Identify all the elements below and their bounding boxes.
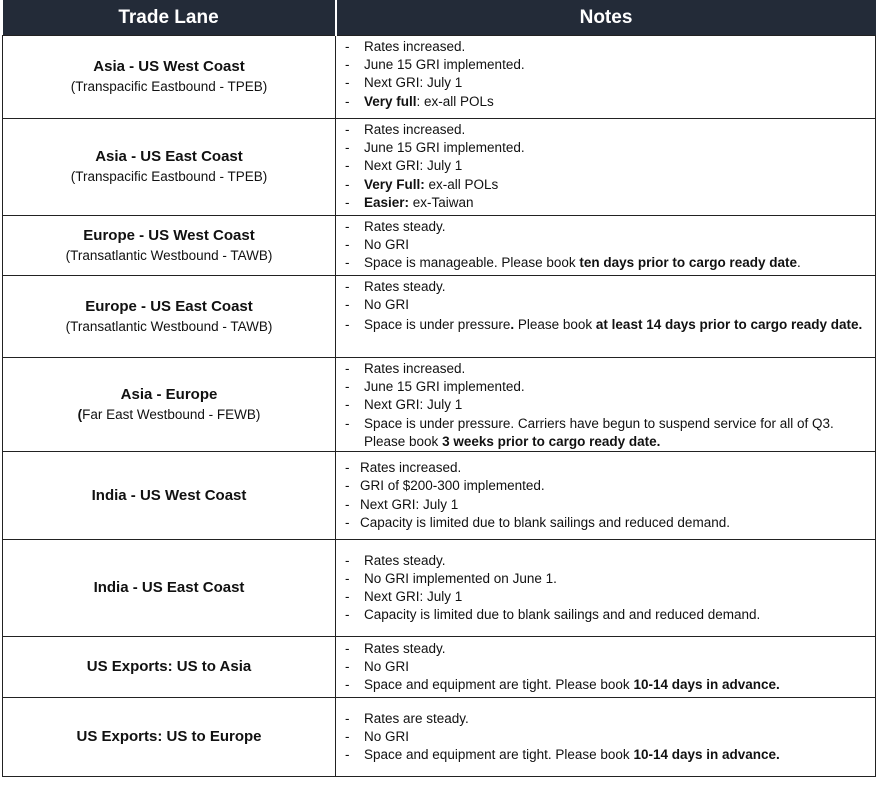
table-row [3,452,876,540]
lane-subtitle [3,405,335,425]
notes-list [342,640,875,695]
note-item: - Rates increased. [342,360,875,378]
note-item: - Rates increased. [342,121,875,139]
table-row [3,36,876,119]
notes-cell [336,36,876,119]
note-bold: at least 14 days prior to cargo ready date. [595,317,863,333]
note-item [342,314,875,335]
notes-list [342,121,875,212]
note-text: Space and equipment are tight. Please book [364,747,634,763]
header-trade-lane: Trade Lane [3,0,336,36]
table-row [3,540,876,637]
note-bold: Easier: [364,194,410,210]
note-item: - No GRI [342,296,875,314]
notes-cell [336,637,876,698]
header-notes: Notes [336,0,876,36]
table-row [3,698,876,777]
lane-cell [3,540,336,637]
note-item: - Next GRI: July 1 [342,396,875,414]
table-row [3,637,876,698]
lane-name: Asia - US East Coast [95,148,243,165]
lane-cell [3,698,336,777]
lane-name: Europe - US West Coast [83,226,255,244]
notes-cell [336,358,876,452]
note-text: ex-all POLs [424,176,499,192]
note-item: - Next GRI: July 1 [342,157,875,175]
note-text: Space and equipment are tight. Please book [364,677,634,693]
notes-cell [336,119,876,216]
lane-cell [3,358,336,452]
note-bold: 3 weeks prior to cargo ready date. [442,433,661,449]
note-item: - No GRI [342,658,875,676]
note-item: - Next GRI: July 1 [342,588,875,606]
lane-name: Asia - US West Coast [93,58,245,75]
lane-cell [3,216,336,276]
note-item: - GRI of $200-300 implemented. [342,477,875,495]
note-item: - No GRI implemented on June 1. [342,570,875,588]
lane-name: India - US West Coast [91,486,247,504]
note-text: . [796,255,801,271]
trade-lane-table [2,0,876,777]
notes-cell [336,452,876,540]
lane-name: US Exports: US to Europe [76,728,262,746]
note-item: - Capacity is limited due to blank sailings and reduced demand. [342,514,875,532]
lane-name: Asia - Europe [120,385,218,403]
notes-cell [336,216,876,276]
lane-name: India - US East Coast [93,579,245,597]
notes-cell [336,698,876,777]
note-item: - Rates steady. [342,278,875,296]
notes-list [342,360,875,451]
note-bold: Very Full: [364,176,425,192]
note-text: : ex-all POLs [416,93,494,109]
lane-subtitle: (Transpacific Eastbound - TPEB) [70,169,268,184]
note-item [342,746,875,764]
notes-cell [336,540,876,637]
note-item: - No GRI [342,728,875,746]
note-item: - June 15 GRI implemented. [342,378,875,396]
note-item [342,254,875,272]
lane-cell [3,119,336,216]
lane-subtitle: (Transatlantic Westbound - TAWB) [65,318,273,334]
table-row [3,216,876,276]
note-text: Please book [514,317,596,333]
note-item: - Rates steady. [342,640,875,658]
note-text: Space is under pressure [364,317,511,333]
notes-list [342,552,875,625]
note-item: - No GRI [342,236,875,254]
note-bold: Very full [364,93,417,109]
lane-cell [3,452,336,540]
note-bold: ten days prior to cargo ready date [579,255,797,271]
notes-list [342,459,875,532]
note-item: - Next GRI: July 1 [342,74,875,92]
note-item: - Rates increased. [342,38,875,56]
notes-cell [336,276,876,358]
lane-subtitle-text: Far East Westbound - FEWB) [82,406,261,422]
note-item: - Capacity is limited due to blank sailings and and reduced demand. [342,606,875,624]
note-item: - Rates steady. [342,552,875,570]
note-text: Space is manageable. Please book [364,255,580,271]
lane-subtitle: (Transatlantic Westbound - TAWB) [65,247,273,263]
lane-cell [3,637,336,698]
notes-list [342,218,875,273]
note-item [342,415,875,451]
notes-list [342,278,875,335]
note-text: Space is under pressure. Carriers have begun to suspend service for all of Q3. Please book [364,415,834,449]
lane-cell [3,276,336,358]
note-item [342,676,875,694]
lane-name: US Exports: US to Asia [86,658,252,676]
note-item: - Next GRI: July 1 [342,496,875,514]
table-row [3,276,876,358]
lane-cell [3,36,336,119]
notes-list [342,710,875,765]
note-item [342,176,875,194]
paren-bold: ( [77,406,83,422]
note-item [342,194,875,212]
notes-list [342,38,875,111]
note-item: - Rates are steady. [342,710,875,728]
note-item: - June 15 GRI implemented. [342,139,875,157]
note-bold: . [510,317,515,333]
table-row [3,119,876,216]
lane-name: Europe - US East Coast [85,297,253,315]
note-item: - Rates increased. [342,459,875,477]
table-row [3,358,876,452]
note-item: - Rates steady. [342,218,875,236]
note-bold: 10-14 days in advance. [633,677,780,693]
note-text: ex-Taiwan [409,194,474,210]
lane-subtitle: (Transpacific Eastbound - TPEB) [70,79,268,94]
note-bold: 10-14 days in advance. [633,747,780,763]
note-item [342,93,875,111]
note-item: - June 15 GRI implemented. [342,56,875,74]
header-row [3,0,876,36]
